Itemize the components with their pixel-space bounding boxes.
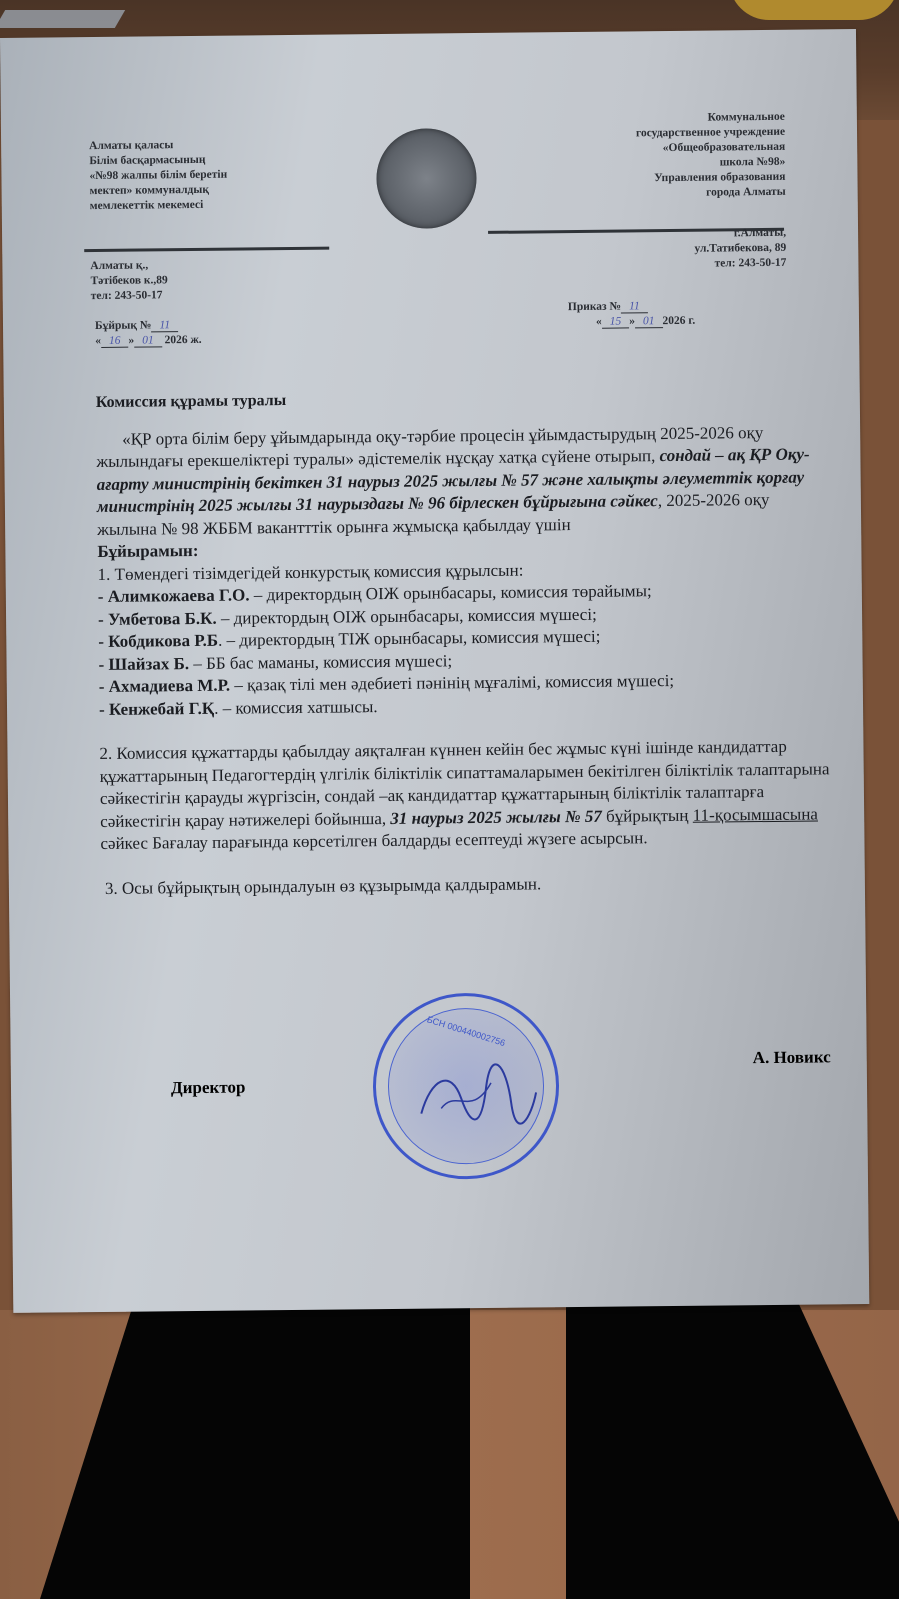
order-number: 11 <box>151 319 178 332</box>
preamble-legal-reference: сондай – ақ ҚР Оқу-ағарту министрінің бекіткен 31 наурыз 2025 жылғы № 57 және халықты әлеуметтік қорғау министрінің 2025 жылғы 31 наурыздағы № 96 бірлескен бұйрығына сәйкес <box>96 444 810 517</box>
item-1-intro: 1. Төмендегі тізімдегідей конкурстық комиссия құрылсын: <box>97 560 524 584</box>
header-divider-left <box>84 247 329 253</box>
preamble-text: «ҚР орта білім беру ұйымдарында оқу-тәрбие процесін ұйымдастырудың 2025-2026 оқу жылындағы ерекшеліктері туралы» әдістемелік нұсқау хатқа сүйене отырып, <box>96 422 764 472</box>
preamble <box>96 421 827 541</box>
member-name: - Ахмадиева М.Р. <box>98 675 231 697</box>
member-role: – қазақ тілі мен әдебиеті пәнінің мұғалімі, комиссия мүшесі; <box>230 670 675 695</box>
org-line: Управления образования <box>654 170 786 185</box>
org-line: государственное учреждение <box>635 125 786 140</box>
item-2-text: бұйрықтың <box>601 805 693 826</box>
address-line: Алматы қ., <box>90 259 149 273</box>
order-year: 2026 ж. <box>164 333 202 347</box>
item-2-annex-reference: 11-қосымшасына <box>692 803 819 825</box>
org-line: мектеп» коммуналдық <box>89 183 210 198</box>
item-2-text: 2. Комиссия құжаттарды қабылдау аяқталған күннен кейін бес жұмыс күні ішінде кандидаттар құжаттарының Педагогтердің үлгілік біліктілік сипаттамаларымен бекітілген біліктілік талаптарына сәйкестігін қарауды жүргізсін, сондай –ақ кандидаттар құжаттарының біліктілік талаптарға сәйкестігін қарау нәтижелері бойынша, <box>99 736 830 831</box>
org-line: «№98 жалпы білім беретін <box>89 168 228 183</box>
org-line: Коммунальное <box>707 110 785 124</box>
document-body <box>96 384 831 900</box>
item-2 <box>99 735 830 855</box>
signatory-name: А. Новикс <box>752 1047 831 1068</box>
member-name: - Алимкожаева Г.О. <box>97 585 250 607</box>
order-year: 2026 г. <box>662 314 696 328</box>
order-number-ru: Приказ № 11 « 15 » 01 2026 г. <box>567 300 696 328</box>
order-label: Бұйрық № <box>94 319 152 333</box>
paper-scrap <box>0 10 125 28</box>
order-number-kz: Бұйрық № 11 « 16 » 01 2026 ж. <box>94 319 202 348</box>
header-right-org <box>636 110 786 202</box>
order-day: 16 <box>101 335 129 348</box>
org-line: мемлекеттік мекемесі <box>89 198 204 213</box>
member-name: - Умбетова Б.К. <box>97 608 217 629</box>
member-role: – ББ бас маманы, комиссия мүшесі; <box>188 650 453 673</box>
org-line: города Алматы <box>706 185 786 199</box>
order-day: 15 <box>602 315 630 328</box>
org-line: Білім басқармасының <box>89 153 206 168</box>
preamble-text: , 2025-2026 оқу жылына № 98 ЖББМ вакантттік орынға жұмысқа қабылдау үшін <box>97 489 770 539</box>
stamp-bin-text: БСН 000440002756 <box>425 1014 507 1049</box>
order-month: 01 <box>134 334 162 347</box>
address-right <box>694 226 786 272</box>
item-3: 3. Осы бұйрықтың орындалуын өз құзырымда қалдырамын. <box>104 873 542 898</box>
address-left <box>90 258 168 304</box>
document-sheet <box>0 29 869 1313</box>
address-line: Тәтібеков к.,89 <box>90 274 168 288</box>
order-word: Бұйырамын: <box>97 540 199 562</box>
member-name: - Кенжебай Г.Қ <box>98 698 215 719</box>
order-number: 11 <box>621 300 648 313</box>
address-line: тел: 243-50-17 <box>90 289 163 303</box>
org-line: школа №98» <box>719 155 786 169</box>
org-line: «Общеобразовательная <box>662 140 786 155</box>
document-title: Комиссия құрамы туралы <box>95 392 287 412</box>
member-name: - Шайзах Б. <box>98 653 190 674</box>
org-line: Алматы қаласы <box>89 139 174 153</box>
signatory-title: Директор <box>170 1077 246 1098</box>
address-line: г.Алматы, <box>733 226 787 240</box>
signature-block <box>170 1047 831 1108</box>
header-left-org <box>89 138 228 214</box>
order-label: Приказ № <box>567 300 622 314</box>
address-line: ул.Татибекова, 89 <box>694 241 787 255</box>
item-2-text: сәйкес Бағалау парағында көрсетілген балдарды есептеуді жүзеге асырсын. <box>100 828 648 853</box>
member-role: – директордың ОІЖ орынбасары, комиссия мүшесі; <box>216 604 597 628</box>
state-emblem-icon <box>376 128 477 229</box>
member-role: . – комиссия хатшысы. <box>214 696 378 718</box>
member-name: - Кобдикова Р.Б <box>98 630 219 652</box>
order-month: 01 <box>635 315 663 328</box>
item-2-legal-reference: 31 наурыз 2025 жылғы № 57 <box>390 806 602 828</box>
member-role: . – директордың ТІЖ орынбасары, комиссия мүшесі; <box>217 626 601 650</box>
member-role: – директордың ОІЖ орынбасары, комиссия төрайымы; <box>249 581 652 605</box>
golden-plate <box>729 0 899 20</box>
address-line: тел: 243-50-17 <box>714 256 787 270</box>
